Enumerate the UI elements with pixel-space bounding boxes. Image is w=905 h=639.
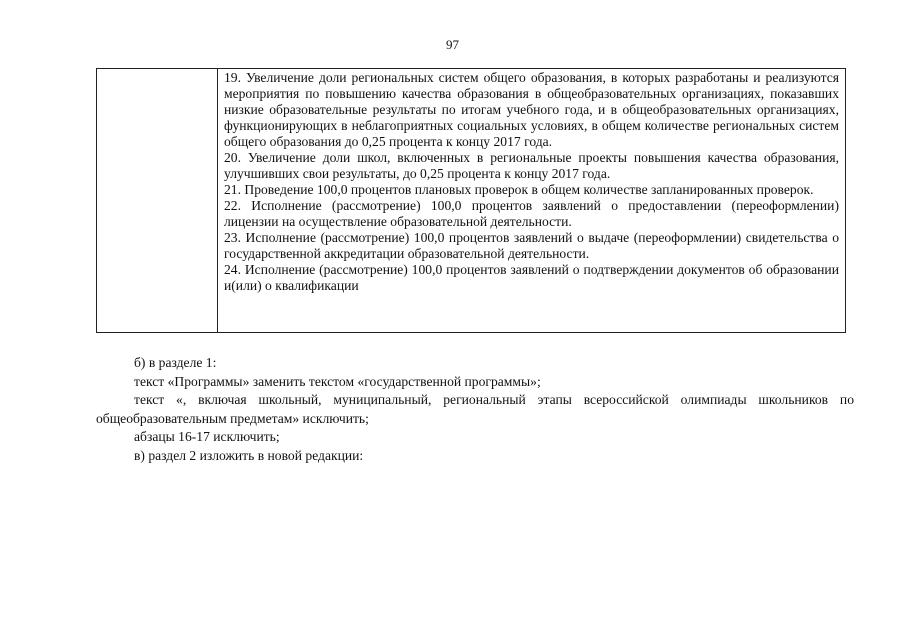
indicator-item-24: 24. Исполнение (рассмотрение) 100,0 процентов заявлений о подтверждении документов об образовании и(или) о квалификации	[224, 262, 839, 293]
indicator-item-22: 22. Исполнение (рассмотрение) 100,0 процентов заявлений о предоставлении (переоформлении) лицензии на осуществление образовательной деятельности.	[224, 198, 839, 229]
paragraph-remove-abzacy: абзацы 16-17 исключить;	[134, 429, 280, 444]
indicator-item-23: 23. Исполнение (рассмотрение) 100,0 процентов заявлений о выдаче (переоформлении) свидетельства о государственной аккредитации образовательной деятельности.	[224, 230, 839, 261]
page-number: 97	[446, 37, 459, 52]
indicator-item-21: 21. Проведение 100,0 процентов плановых проверок в общем количестве запланированных проверок.	[224, 182, 814, 197]
amendment-text	[96, 354, 854, 465]
table-row	[97, 69, 846, 333]
indicators-table	[96, 68, 846, 333]
table-right-cell	[218, 69, 846, 333]
table-left-cell	[97, 69, 218, 333]
paragraph-replace-programs: текст «Программы» заменить текстом «государственной программы»;	[134, 373, 541, 389]
indicator-item-19: 19. Увеличение доли региональных систем общего образования, в которых разработаны и реализуются мероприятия по повышению качества образования в общеобразовательных организациях, показавших низкие образовательные результаты по итогам учебного года, и в общеобразовательных организациях, функционирующих в неблагоприятных социальных условиях, в общем количестве региональных систем общего образования до 0,25 процента к концу 2017 года.	[224, 70, 839, 149]
paragraph-section-2: в) раздел 2 изложить в новой редакции:	[134, 447, 364, 463]
paragraph-remove-olympiad: текст «, включая школьный, муниципальный, региональный этапы всероссийской олимпиады школьников по общеобразовательным предметам» исключить;	[96, 392, 854, 426]
paragraph-section-1: б) в разделе 1:	[134, 355, 217, 370]
indicator-item-20: 20. Увеличение доли школ, включенных в региональные проекты повышения качества образования, улучшивших свои результаты, до 0,25 процента к концу 2017 года.	[224, 150, 839, 181]
